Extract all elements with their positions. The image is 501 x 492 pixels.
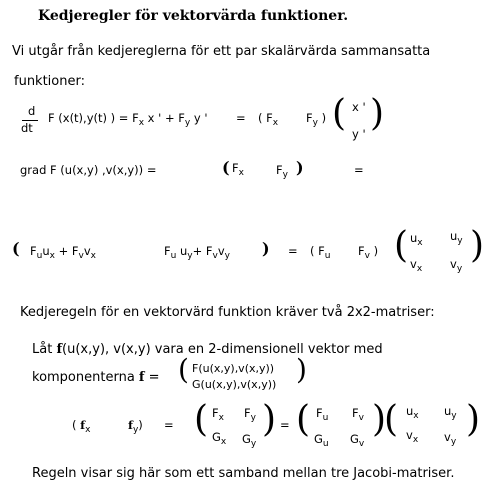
right-paren: ) — [372, 399, 387, 440]
left-paren: ( — [332, 93, 347, 134]
col-vector-bottom: y ' — [352, 127, 366, 141]
eq3-row-vector-f2: $F_v$ ) — [358, 244, 379, 261]
matrix-cell: $u_y$ — [444, 404, 457, 421]
grad-expression: grad F (u(x,y) ,v(x,y)) = — [20, 163, 157, 177]
left-paren: ( — [394, 225, 409, 266]
right-paren: ) — [470, 225, 485, 266]
intro-line-2: funktioner: — [14, 74, 85, 89]
eq4-row-vector: ( $f_x$ — [72, 418, 91, 435]
footer-text: Regeln visar sig här som ett samband mellan tre Jacobi-matriser. — [32, 466, 455, 481]
right-paren: ) — [262, 399, 277, 440]
matrix-cell: $F_y$ — [244, 406, 256, 423]
left-paren: ( — [12, 239, 20, 258]
page-title: Kedjeregler för vektorvärda funktioner. — [38, 8, 349, 24]
eq1-equals: = — [236, 111, 246, 125]
matrix-cell: $F_x$ — [212, 406, 224, 423]
matrix-cell: $v_y$ — [450, 257, 463, 274]
eq1-expression: F (x(t),y(t) ) = $F_x$ x ' + $F_y$ y ' — [48, 111, 208, 128]
intro-line-1: Vi utgår från kedjereglerna för ett par skalärvärda sammansatta — [12, 44, 431, 59]
col-vector-top: x ' — [352, 100, 366, 114]
component-top: F(u(x,y),v(x,y)) — [192, 362, 275, 375]
component-bottom: G(u(x,y),v(x,y)) — [192, 378, 277, 391]
eq1-row-vector: ( $F_x$ — [258, 111, 279, 128]
matrix-cell: $G_x$ — [212, 430, 227, 447]
matrix-cell: $G_y$ — [242, 432, 257, 449]
derivative-numerator: d — [28, 104, 36, 118]
right-paren: ) — [296, 353, 307, 386]
grad-fx: $F_x$ — [232, 161, 244, 178]
komponenterna-label: komponenterna f = — [32, 370, 160, 385]
right-paren: ) — [296, 158, 304, 177]
matrix-cell: $v_x$ — [410, 257, 423, 274]
grad-fy: $F_y$ — [276, 163, 288, 180]
matrix-cell: $G_u$ — [314, 432, 329, 449]
derivative-denominator: dt — [21, 121, 33, 135]
matrix-cell: $G_v$ — [350, 432, 365, 449]
matrix-cell: $F_v$ — [352, 406, 364, 423]
eq1-row-vector-f2: $F_y$ ) — [306, 111, 327, 128]
eq3-first-entry: $F_uu_x + F_vv_x$ — [30, 244, 96, 261]
left-paren: ( — [384, 399, 399, 440]
eq3-row-vector: ( $F_u$ — [310, 244, 331, 261]
matrix-cell: $u_y$ — [450, 229, 463, 246]
matrix-cell: $F_u$ — [316, 406, 329, 423]
eq3-second-entry: $F_u$ $u_y+ F_vv_y$ — [164, 244, 230, 261]
matrix-cell: $u_x$ — [410, 231, 423, 248]
left-paren: ( — [222, 158, 230, 177]
eq3-equals: = — [288, 244, 298, 258]
right-paren: ) — [370, 93, 385, 134]
matrix-cell: $u_x$ — [406, 404, 419, 421]
kedjeregel-line: Kedjeregeln för en vektorvärd funktion kräver två 2x2-matriser: — [20, 305, 435, 320]
matrix-cell: $v_x$ — [406, 428, 419, 445]
left-paren: ( — [178, 353, 189, 386]
left-paren: ( — [296, 399, 311, 440]
eq4-equals-2: = — [280, 418, 290, 432]
eq2-equals: = — [354, 163, 364, 177]
right-paren: ) — [262, 239, 270, 258]
eq4-row-vector-f2: $f_y$) — [128, 418, 143, 435]
left-paren: ( — [194, 399, 209, 440]
right-paren: ) — [466, 399, 481, 440]
eq4-equals: = — [164, 418, 174, 432]
lat-line: Låt f(u(x,y), v(x,y) vara en 2-dimensionell vektor med — [32, 342, 383, 357]
matrix-cell: $v_y$ — [444, 430, 457, 447]
